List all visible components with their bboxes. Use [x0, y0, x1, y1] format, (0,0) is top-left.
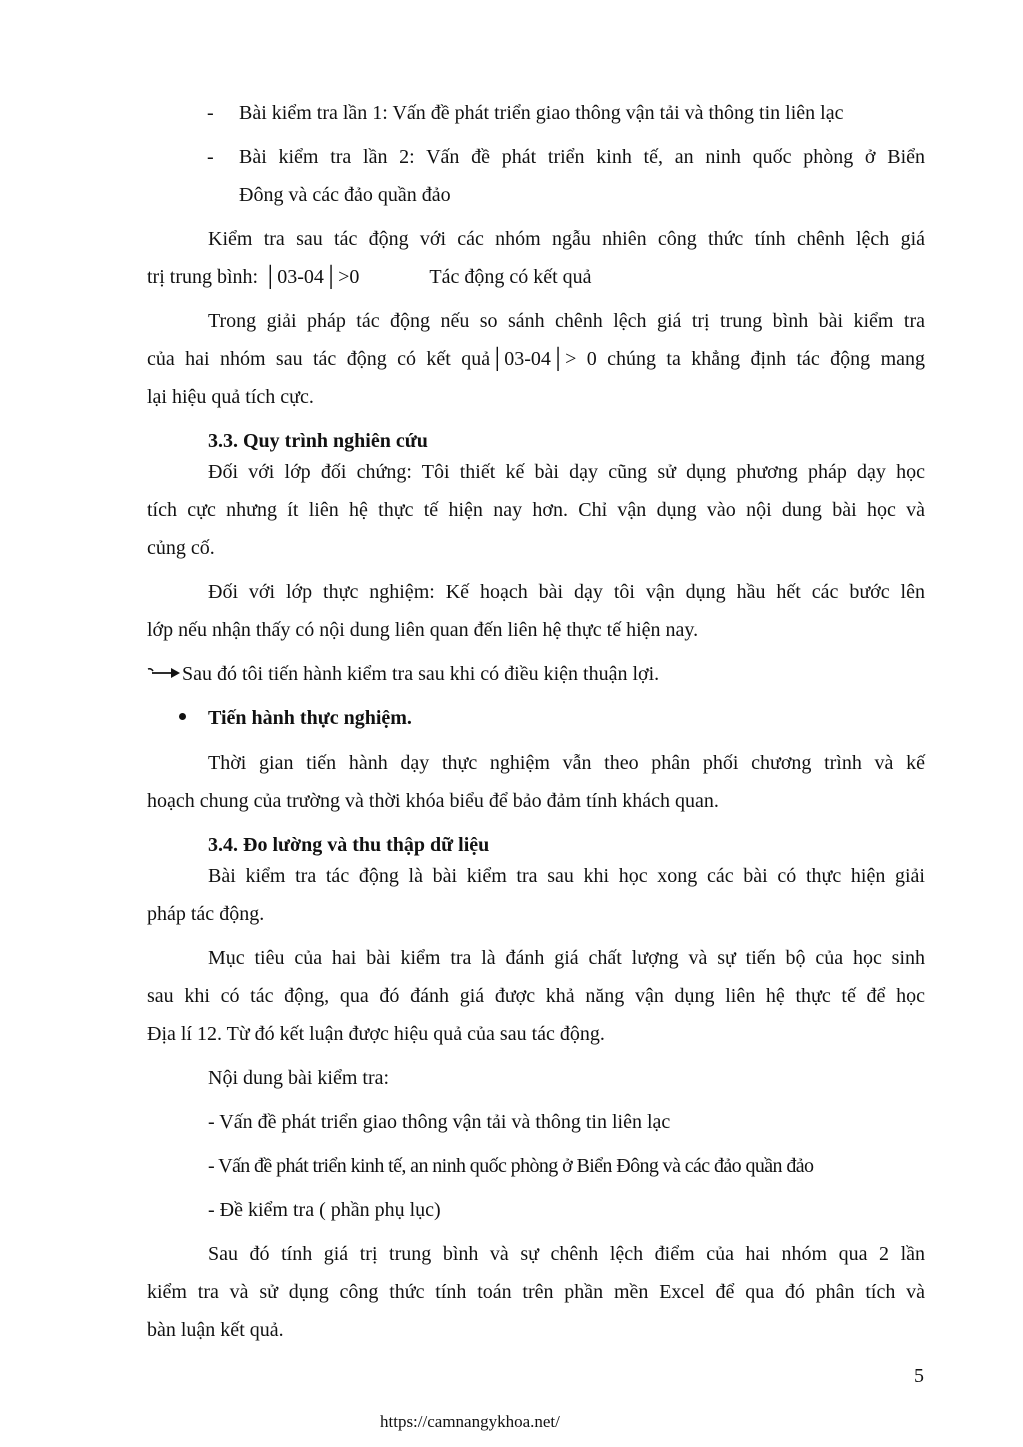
bullet-heading: Tiến hành thực nghiệm.: [208, 707, 412, 729]
content-item: - Vấn đề phát triển giao thông vận tải và thông tin liên lạc: [208, 1111, 671, 1133]
paragraph-line: Mục tiêu của hai bài kiểm tra là đánh giá chất lượng và sự tiến bộ của học sinh: [208, 947, 925, 969]
paragraph-line: tích cực nhưng ít liên hệ thực tế hiện nay hơn. Chỉ vận dụng vào nội dung bài học và: [147, 499, 925, 521]
paragraph-line: lại hiệu quả tích cực.: [147, 386, 314, 408]
section-heading-3-4: 3.4. Đo lường và thu thập dữ liệu: [208, 834, 490, 856]
paragraph-line: củng cố.: [147, 537, 215, 559]
content-item: - Vấn đề phát triển kinh tế, an ninh quốc phòng ở Biển Đông và các đảo quần đảo: [208, 1155, 814, 1177]
paragraph-line: sau khi có tác động, qua đó đánh giá được khả năng vận dụng liên hệ thực tế để học: [147, 985, 925, 1007]
bullet-icon: [179, 713, 186, 720]
paragraph-line: trị trung bình: │03-04│>0 Tác động có kết quả: [147, 266, 592, 288]
paragraph-line: Trong giải pháp tác động nếu so sánh chênh lệch giá trị trung bình bài kiểm tra: [208, 310, 925, 332]
paragraph-line: Sau đó tính giá trị trung bình và sự chênh lệch điểm của hai nhóm qua 2 lần: [208, 1243, 925, 1265]
paragraph-line: Nội dung bài kiểm tra:: [208, 1067, 390, 1089]
paragraph-line: Thời gian tiến hành dạy thực nghiệm vẫn theo phân phối chương trình và kế: [208, 752, 925, 774]
paragraph-line: lớp nếu nhận thấy có nội dung liên quan đến liên hệ thực tế hiện nay.: [147, 619, 699, 641]
paragraph-line: Đối với lớp thực nghiệm: Kế hoạch bài dạy tôi vận dụng hầu hết các bước lên: [208, 581, 925, 603]
paragraph-line: pháp tác động.: [147, 903, 265, 925]
paragraph-line: bàn luận kết quả.: [147, 1319, 284, 1341]
test2-line: Bài kiểm tra lần 2: Vấn đề phát triển kinh tế, an ninh quốc phòng ở Biển: [239, 146, 925, 168]
footer-url: https://camnangykhoa.net/: [380, 1412, 560, 1431]
arrow-right-icon: [147, 665, 181, 681]
test2-line-cont: Đông và các đảo quần đảo: [239, 184, 451, 206]
page-number: 5: [914, 1365, 924, 1387]
test1-line: Bài kiểm tra lần 1: Vấn đề phát triển giao thông vận tải và thông tin liên lạc: [239, 102, 844, 124]
list-dash: -: [207, 146, 214, 168]
content-item: - Đề kiểm tra ( phần phụ lục): [208, 1199, 441, 1221]
paragraph-line: Bài kiểm tra tác động là bài kiểm tra sau khi học xong các bài có thực hiện giải: [208, 865, 925, 887]
paragraph-line: kiểm tra và sử dụng công thức tính toán trên phần mền Excel để qua đó phân tích và: [147, 1281, 925, 1303]
paragraph-line: Kiểm tra sau tác động với các nhóm ngẫu nhiên công thức tính chênh lệch giá: [208, 228, 925, 250]
paragraph-line: Sau đó tôi tiến hành kiểm tra sau khi có điều kiện thuận lợi.: [182, 663, 660, 685]
list-dash: -: [207, 102, 214, 124]
paragraph-line: Địa lí 12. Từ đó kết luận được hiệu quả của sau tác động.: [147, 1023, 605, 1045]
section-heading-3-3: 3.3. Quy trình nghiên cứu: [208, 430, 428, 452]
paragraph-line: của hai nhóm sau tác động có kết quả│03-04│> 0 chúng ta khẳng định tác động mang: [147, 348, 925, 370]
paragraph-line: Đối với lớp đối chứng: Tôi thiết kế bài dạy cũng sử dụng phương pháp dạy học: [208, 461, 925, 483]
paragraph-line: hoạch chung của trường và thời khóa biểu để bảo đảm tính khách quan.: [147, 790, 719, 812]
